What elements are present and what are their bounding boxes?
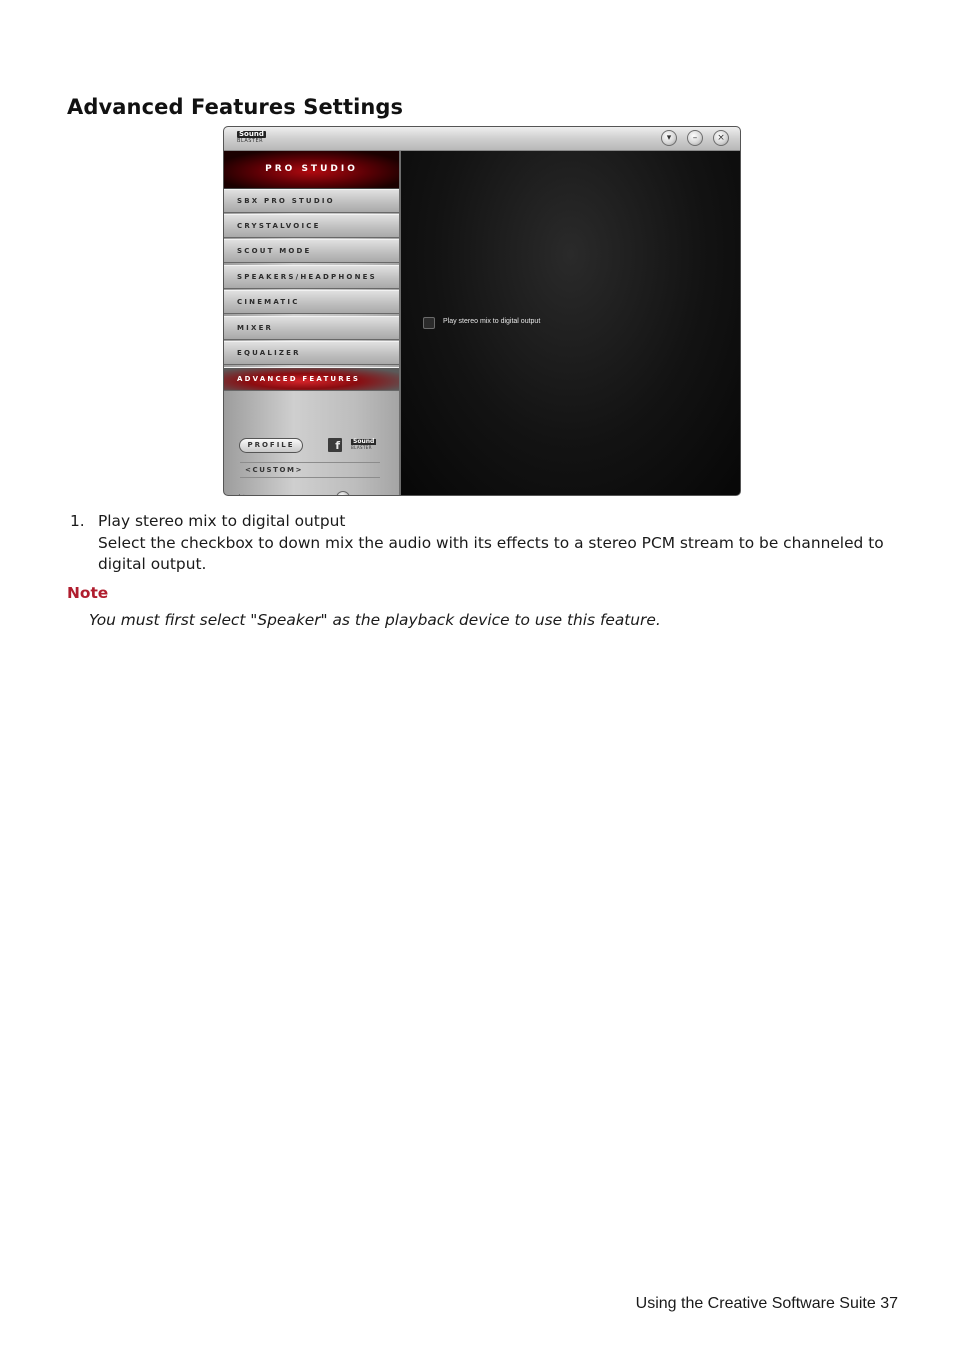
advanced-features-panel: [401, 151, 740, 496]
step-description: Select the checkbox to down mix the audio with its effects to a stereo PCM stream to be channeled to digital output.: [98, 533, 884, 573]
sidebar-item-advanced-features[interactable]: ADVANCED FEATURES: [224, 367, 399, 391]
note-heading: Note: [67, 584, 109, 602]
sound-blaster-window: [223, 126, 741, 496]
profile-select[interactable]: <CUSTOM>: [240, 462, 380, 478]
sidebar-item-equalizer[interactable]: EQUALIZER: [224, 341, 399, 365]
sound-blaster-mini-logo[interactable]: [351, 439, 376, 450]
sidebar-item-crystalvoice[interactable]: CRYSTALVOICE: [224, 214, 399, 238]
step-number: 1.: [70, 512, 85, 530]
profile-area: [224, 419, 399, 496]
menu-icon[interactable]: ▾: [661, 130, 677, 146]
mini-logo-blaster-text: BLASTER: [351, 445, 372, 450]
facebook-icon[interactable]: f: [328, 438, 342, 452]
pro-studio-header[interactable]: PRO STUDIO: [224, 151, 399, 189]
sidebar-item-sbx-pro-studio[interactable]: SBX PRO STUDIO: [224, 189, 399, 213]
page-footer: Using the Creative Software Suite 37: [635, 1295, 898, 1312]
volume-icon[interactable]: [232, 493, 246, 496]
sound-blaster-logo: [237, 131, 266, 144]
stereo-mix-checkbox-label[interactable]: Play stereo mix to digital output: [443, 318, 541, 325]
profile-button[interactable]: PROFILE: [239, 438, 303, 453]
step-title: Play stereo mix to digital output: [98, 512, 346, 530]
page-title: Advanced Features Settings: [67, 95, 404, 119]
minimize-icon[interactable]: –: [687, 130, 703, 146]
sidebar-item-scout-mode[interactable]: SCOUT MODE: [224, 239, 399, 263]
close-icon[interactable]: ×: [713, 130, 729, 146]
logo-blaster-text: BLASTER: [237, 138, 264, 144]
volume-slider-thumb[interactable]: [336, 491, 350, 496]
sidebar-item-mixer[interactable]: MIXER: [224, 316, 399, 340]
note-text: You must first select "Speaker" as the playback device to use this feature.: [89, 611, 661, 629]
sidebar: [224, 151, 401, 496]
sidebar-item-speakers-headphones[interactable]: SPEAKERS/HEADPHONES: [224, 265, 399, 289]
logo-sound-text: Sound: [239, 130, 264, 138]
sidebar-item-cinematic[interactable]: CINEMATIC: [224, 290, 399, 314]
title-bar[interactable]: [224, 127, 740, 151]
stereo-mix-checkbox[interactable]: [423, 317, 435, 329]
mini-logo-sound-text: Sound: [353, 438, 375, 445]
